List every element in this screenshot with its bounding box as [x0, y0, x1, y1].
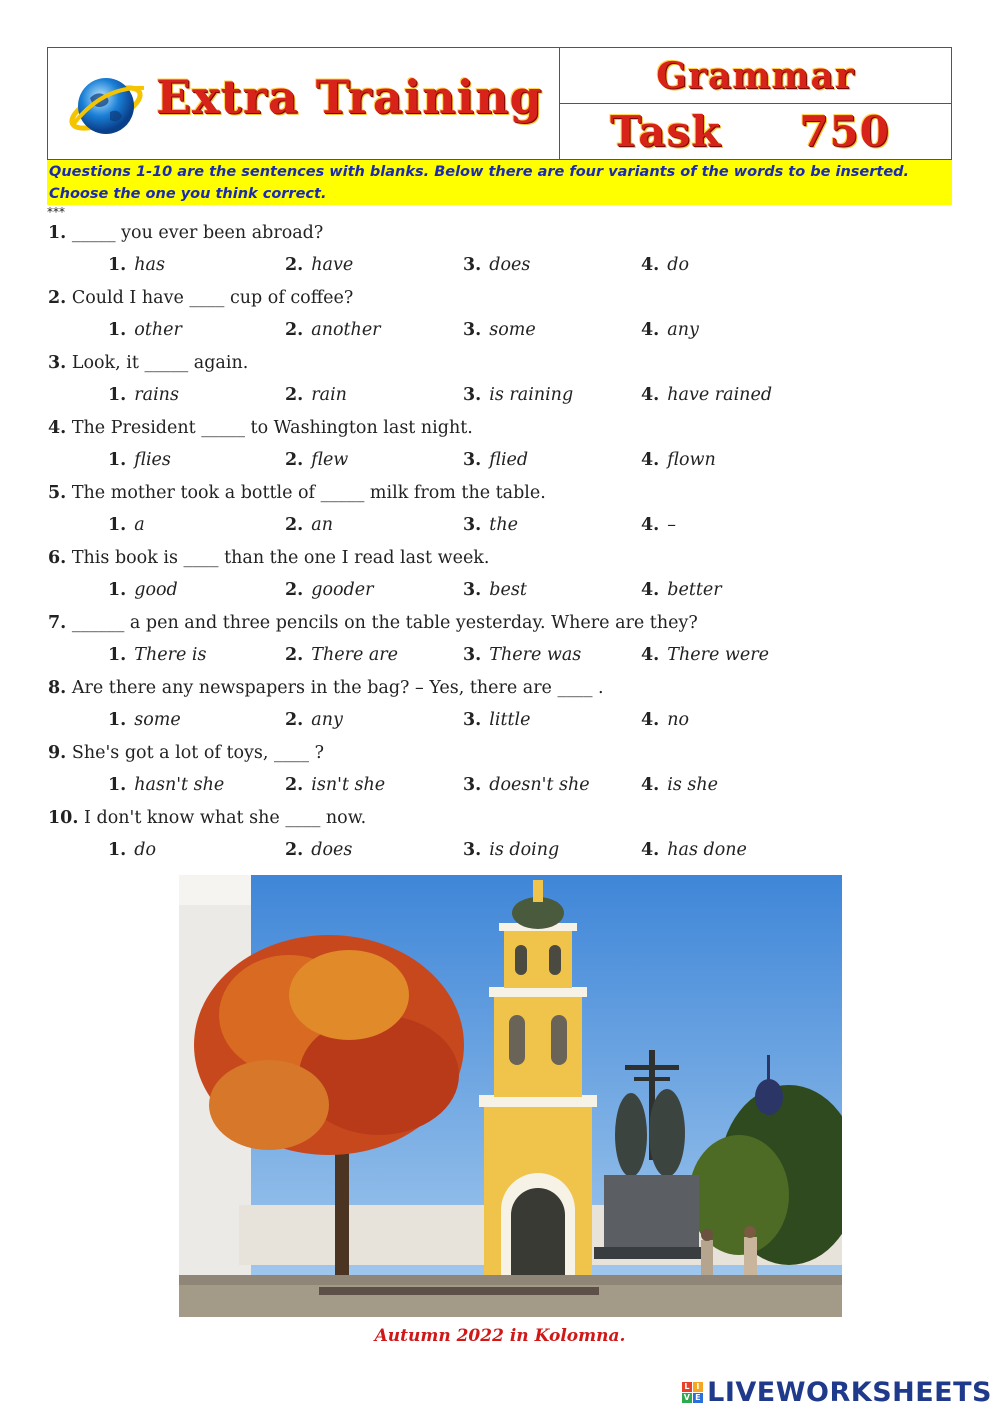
option-text: some — [134, 710, 181, 730]
option-number: 1. — [108, 840, 127, 860]
question-5 — [48, 483, 546, 503]
option-number: 3. — [463, 255, 482, 275]
answer-option[interactable] — [285, 385, 347, 405]
option-text: doesn't she — [489, 775, 590, 795]
answer-option[interactable] — [463, 840, 559, 860]
option-number: 4. — [641, 255, 660, 275]
option-number: 2. — [285, 840, 304, 860]
option-number: 3. — [463, 840, 482, 860]
watermark-text: LIVEWORKSHEETS — [707, 1377, 992, 1408]
subject-cell — [560, 48, 951, 104]
option-number: 3. — [463, 320, 482, 340]
option-number: 1. — [108, 320, 127, 340]
option-text: flown — [667, 450, 716, 470]
logo-letter: E — [693, 1393, 703, 1403]
option-number: 2. — [285, 710, 304, 730]
option-text: hasn't she — [134, 775, 225, 795]
option-number: 1. — [108, 385, 127, 405]
answer-options — [0, 515, 1000, 541]
answer-option[interactable] — [108, 320, 182, 340]
liveworksheets-logo-icon — [682, 1382, 703, 1403]
option-text: do — [134, 840, 157, 860]
option-text: rains — [134, 385, 179, 405]
answer-option[interactable] — [463, 320, 536, 340]
option-number: 2. — [285, 580, 304, 600]
option-number: 3. — [463, 385, 482, 405]
question-number: 7. — [48, 613, 67, 633]
option-text: is she — [667, 775, 719, 795]
option-number: 4. — [641, 320, 660, 340]
option-number: 3. — [463, 710, 482, 730]
option-text: gooder — [311, 580, 374, 600]
question-number: 8. — [48, 678, 67, 698]
separator: *** — [47, 205, 65, 219]
liveworksheets-watermark[interactable] — [682, 1377, 992, 1408]
option-number: 3. — [463, 450, 482, 470]
option-text: has done — [667, 840, 747, 860]
answer-option[interactable] — [108, 840, 156, 860]
option-text: do — [667, 255, 690, 275]
answer-option[interactable] — [641, 645, 769, 665]
answer-option[interactable] — [108, 645, 206, 665]
answer-option[interactable] — [641, 710, 689, 730]
option-text: There were — [667, 645, 769, 665]
question-number: 6. — [48, 548, 67, 568]
question-number: 9. — [48, 743, 67, 763]
answer-option[interactable] — [285, 255, 353, 275]
option-text: some — [489, 320, 536, 340]
answer-options — [0, 320, 1000, 346]
option-text: other — [134, 320, 182, 340]
answer-option[interactable] — [285, 775, 385, 795]
option-number: 4. — [641, 645, 660, 665]
task-number: 750 — [799, 107, 890, 156]
answer-option[interactable] — [641, 255, 689, 275]
answer-option[interactable] — [285, 450, 348, 470]
option-number: 1. — [108, 580, 127, 600]
task-label: Task — [610, 107, 722, 156]
question-number: 4. — [48, 418, 67, 438]
question-number: 1. — [48, 223, 67, 243]
option-number: 1. — [108, 710, 127, 730]
answer-option[interactable] — [108, 710, 181, 730]
globe-logo-icon — [64, 68, 148, 142]
option-number: 2. — [285, 450, 304, 470]
question-text: I don't know what she ____ now. — [84, 808, 367, 828]
option-number: 4. — [641, 385, 660, 405]
question-number: 10. — [48, 808, 79, 828]
answer-option[interactable] — [463, 775, 590, 795]
answer-option[interactable] — [108, 775, 224, 795]
option-number: 2. — [285, 515, 304, 535]
answer-option[interactable] — [463, 645, 581, 665]
option-number: 4. — [641, 580, 660, 600]
option-number: 4. — [641, 840, 660, 860]
answer-option[interactable] — [285, 320, 381, 340]
answer-option[interactable] — [641, 580, 722, 600]
question-number: 5. — [48, 483, 67, 503]
answer-option[interactable] — [108, 515, 145, 535]
answer-option[interactable] — [285, 840, 352, 860]
option-text: better — [667, 580, 722, 600]
question-text: ______ a pen and three pencils on the table yesterday. Where are they? — [71, 613, 698, 633]
option-number: 1. — [108, 645, 127, 665]
option-number: 4. — [641, 450, 660, 470]
option-text: have rained — [667, 385, 773, 405]
logo-letter: I — [693, 1382, 703, 1392]
question-text: Look, it _____ again. — [71, 353, 249, 373]
photo-caption: Autumn 2022 in Kolomna. — [374, 1326, 626, 1346]
answer-option[interactable] — [463, 515, 518, 535]
option-number: 4. — [641, 515, 660, 535]
answer-option[interactable] — [463, 450, 528, 470]
question-number: 3. — [48, 353, 67, 373]
option-text: any — [311, 710, 343, 730]
worksheet-header — [47, 47, 952, 160]
option-text: is doing — [489, 840, 560, 860]
option-number: 4. — [641, 775, 660, 795]
question-text: The President _____ to Washington last night. — [71, 418, 473, 438]
option-text: no — [667, 710, 690, 730]
answer-option[interactable] — [641, 385, 772, 405]
answer-option[interactable] — [108, 255, 165, 275]
answer-option[interactable] — [641, 775, 718, 795]
answer-option[interactable] — [285, 580, 373, 600]
question-text: This book is ____ than the one I read last week. — [71, 548, 490, 568]
answer-option[interactable] — [463, 385, 573, 405]
answer-options — [0, 385, 1000, 411]
answer-options — [0, 580, 1000, 606]
answer-option[interactable] — [108, 580, 178, 600]
option-text: any — [667, 320, 699, 340]
answer-options — [0, 775, 1000, 801]
question-8 — [48, 678, 604, 698]
answer-option[interactable] — [641, 320, 699, 340]
option-text: rain — [311, 385, 347, 405]
option-text: flies — [134, 450, 171, 470]
answer-option[interactable] — [463, 710, 531, 730]
option-text: flied — [489, 450, 529, 470]
option-text: isn't she — [311, 775, 386, 795]
option-text: good — [134, 580, 178, 600]
option-text: is raining — [489, 385, 574, 405]
logo-letter: L — [682, 1382, 692, 1392]
option-text: There is — [134, 645, 207, 665]
option-number: 2. — [285, 775, 304, 795]
option-number: 2. — [285, 320, 304, 340]
question-text: She's got a lot of toys, ____ ? — [71, 743, 324, 763]
answer-option[interactable] — [641, 840, 747, 860]
option-number: 3. — [463, 775, 482, 795]
logo-title: Extra Training — [156, 70, 543, 124]
answer-option[interactable] — [463, 255, 530, 275]
question-6 — [48, 548, 489, 568]
option-text: There are — [311, 645, 399, 665]
answer-options — [0, 710, 1000, 736]
option-text: little — [489, 710, 531, 730]
instructions-banner: Questions 1-10 are the sentences with blanks. Below there are four variants of the words to be inserted. Choose the one you think correct. — [47, 160, 952, 205]
answer-options — [0, 645, 1000, 671]
question-10 — [48, 808, 366, 828]
option-text: has — [134, 255, 165, 275]
option-text: the — [489, 515, 518, 535]
option-text: flew — [311, 450, 349, 470]
option-number: 2. — [285, 255, 304, 275]
option-number: 4. — [641, 710, 660, 730]
option-number: 2. — [285, 645, 304, 665]
option-number: 1. — [108, 515, 127, 535]
question-text: The mother took a bottle of _____ milk from the table. — [71, 483, 546, 503]
answer-option[interactable] — [285, 515, 333, 535]
question-text: Could I have ____ cup of coffee? — [71, 288, 354, 308]
option-text: does — [489, 255, 531, 275]
question-9 — [48, 743, 324, 763]
option-number: 3. — [463, 645, 482, 665]
option-text: There was — [489, 645, 582, 665]
answer-option[interactable] — [108, 450, 171, 470]
question-2 — [48, 288, 353, 308]
option-number: 1. — [108, 255, 127, 275]
question-3 — [48, 353, 248, 373]
option-number: 3. — [463, 515, 482, 535]
option-text: an — [311, 515, 333, 535]
option-text: another — [311, 320, 381, 340]
option-number: 1. — [108, 450, 127, 470]
logo-letter: V — [683, 1393, 691, 1402]
question-number: 2. — [48, 288, 67, 308]
kolomna-photo — [179, 875, 842, 1317]
option-text: best — [489, 580, 527, 600]
task-cell — [560, 104, 951, 159]
answer-option[interactable] — [641, 515, 676, 535]
question-text: _____ you ever been abroad? — [71, 223, 324, 243]
question-1 — [48, 223, 323, 243]
option-number: 1. — [108, 775, 127, 795]
question-text: Are there any newspapers in the bag? – Yes, there are ____ . — [71, 678, 604, 698]
answer-option[interactable] — [108, 385, 179, 405]
answer-option[interactable] — [285, 645, 398, 665]
answer-options — [0, 450, 1000, 476]
option-text: – — [667, 515, 677, 535]
question-4 — [48, 418, 473, 438]
answer-options — [0, 840, 1000, 866]
option-text: does — [311, 840, 353, 860]
logo-cell — [48, 48, 560, 159]
answer-option[interactable] — [285, 710, 343, 730]
question-7 — [48, 613, 698, 633]
answer-options — [0, 255, 1000, 281]
option-number: 3. — [463, 580, 482, 600]
subject-label: Grammar — [656, 54, 855, 97]
option-text: have — [311, 255, 354, 275]
option-number: 2. — [285, 385, 304, 405]
answer-option[interactable] — [463, 580, 527, 600]
answer-option[interactable] — [641, 450, 716, 470]
option-text: a — [134, 515, 145, 535]
